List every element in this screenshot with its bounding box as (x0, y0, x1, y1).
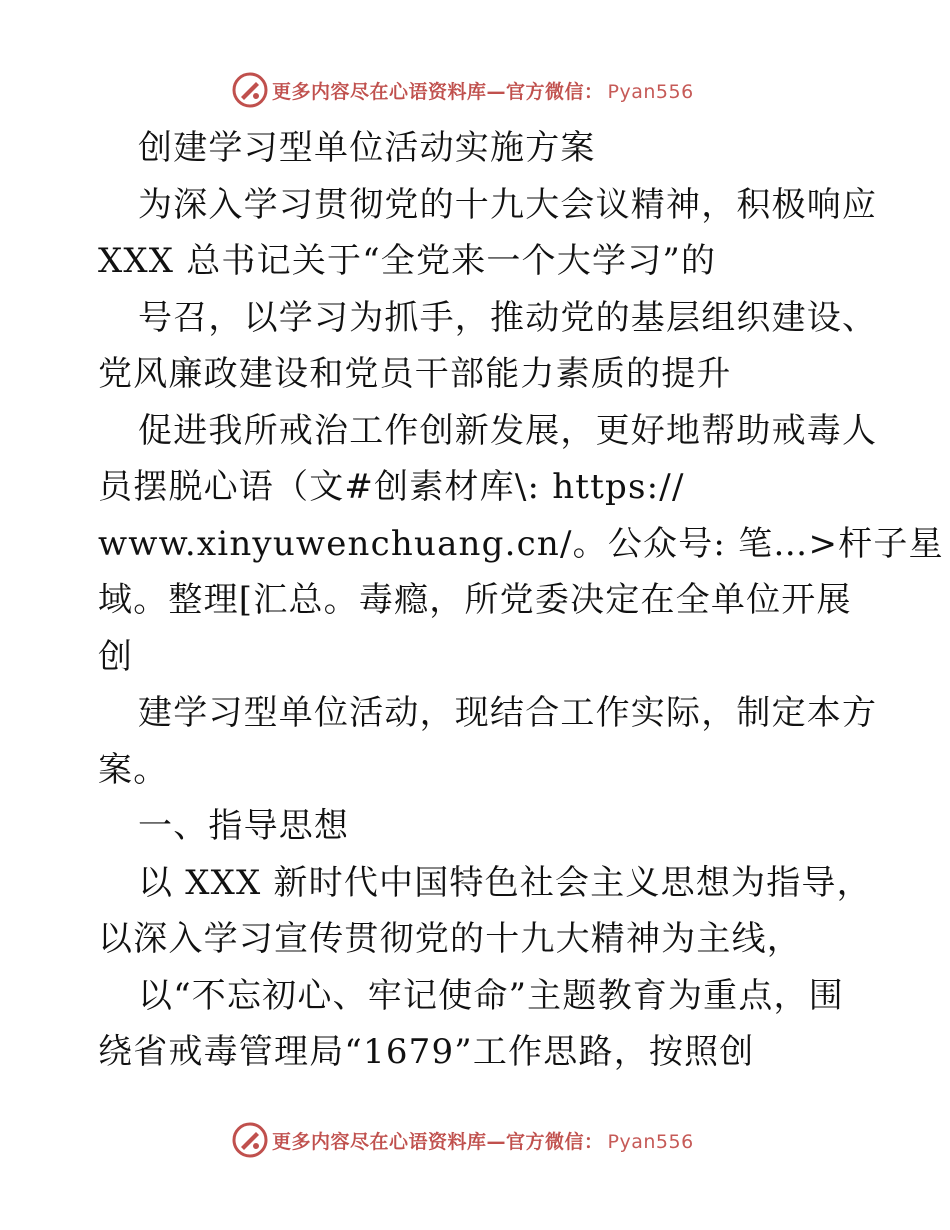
text-line: 案。 (98, 749, 169, 790)
text-line: 建学习型单位活动，现结合工作实际，制定本方 (138, 693, 878, 733)
watermark-text: 更多内容尽在心语资料库—官方微信： Pyan556 (272, 80, 694, 103)
watermark-id: Pyan556 (607, 1130, 694, 1153)
text-line: 促进我所戒治工作创新发展，更好地帮助戒毒人 (138, 410, 878, 451)
text-line: 创建学习型单位活动实施方案 (138, 128, 596, 168)
text-line: 以深入学习宣传贯彻党的十九大精神为主线， (98, 919, 802, 959)
text-line: 一、指导思想 (138, 806, 350, 846)
library-logo-icon (232, 1122, 268, 1158)
header-watermark (232, 70, 694, 110)
text-line: 以 XXX 新时代中国特色社会主义思想为指导， (138, 862, 872, 903)
footer-watermark (232, 1120, 694, 1160)
text-line: 以“不忘初心、牢记使命”主题教育为重点，围 (138, 975, 844, 1016)
library-logo-icon (232, 72, 268, 108)
document-body (98, 120, 944, 1081)
text-line: www.xinyuwenchuang.cn/。公众号: 笔…>杆子星 (98, 523, 944, 564)
text-line: 为深入学习贯彻党的十九大会议精神，积极响应 (138, 184, 878, 225)
text-line: 域。整理[汇总。毒瘾，所党委决定在全单位开展 (98, 580, 852, 620)
text-line: 党风廉政建设和党员干部能力素质的提升 (98, 354, 732, 394)
text-line: 号召，以学习为抓手，推动党的基层组织建设、 (138, 297, 878, 338)
watermark-text: 更多内容尽在心语资料库—官方微信： Pyan556 (272, 1130, 694, 1153)
watermark-id: Pyan556 (607, 80, 694, 103)
text-line: 绕省戒毒管理局“1679”工作思路，按照创 (98, 1032, 755, 1072)
text-line: XXX 总书记关于“全党来一个大学习”的 (98, 241, 717, 281)
text-line: 创 (98, 636, 134, 677)
text-line: 员摆脱心语（文#创素材库\: https:// (98, 467, 685, 507)
